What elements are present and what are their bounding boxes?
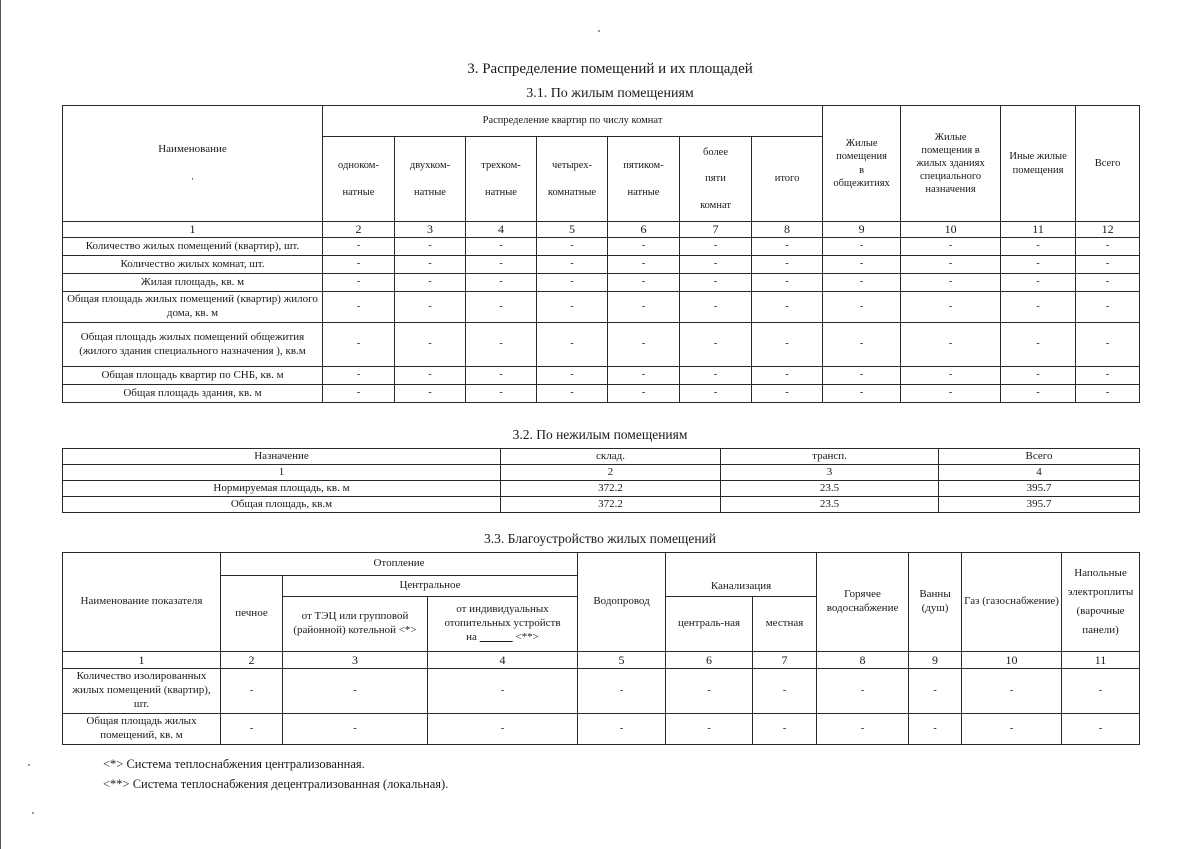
cell: - <box>1001 274 1076 292</box>
row-label: Количество изолированных жилых помещений (квартир), шт. <box>63 669 221 714</box>
header-more-than-five: более пяти комнат <box>680 137 752 222</box>
table-row <box>63 481 1140 497</box>
table-row <box>63 714 1140 745</box>
cell: - <box>323 238 395 256</box>
cell: - <box>823 323 901 367</box>
footnote-decentralized: <**> Система теплоснабжения децентрализованная (локальная). <box>103 777 449 791</box>
col-number: 1 <box>63 465 501 481</box>
col-number: 5 <box>537 222 608 238</box>
cell: - <box>466 238 537 256</box>
col-number: 3 <box>721 465 939 481</box>
header-from-individual: от индивидуальных отопительных устройств на <**> <box>428 597 578 652</box>
header-heating: Отопление <box>221 553 578 576</box>
header-total: Всего <box>939 449 1140 465</box>
footnote-centralized: <*> Система теплоснабжения централизованная. <box>103 757 365 771</box>
cell: - <box>537 385 608 403</box>
cell: - <box>395 238 466 256</box>
cell: - <box>962 669 1062 714</box>
cell: - <box>323 274 395 292</box>
header-five-room: пятиком- натные <box>608 137 680 222</box>
cell: - <box>221 669 283 714</box>
cell: 23.5 <box>721 497 939 513</box>
cell: - <box>901 323 1001 367</box>
col-number: 6 <box>608 222 680 238</box>
cell: - <box>680 238 752 256</box>
cell: - <box>752 256 823 274</box>
cell: - <box>466 385 537 403</box>
table-row <box>63 669 1140 714</box>
header-room-distribution: Распределение квартир по числу комнат <box>323 106 823 137</box>
cell: - <box>283 669 428 714</box>
cell: - <box>680 274 752 292</box>
cell: - <box>428 714 578 745</box>
cell: - <box>395 323 466 367</box>
cell: - <box>608 292 680 323</box>
col-number: 3 <box>283 652 428 669</box>
cell: - <box>823 367 901 385</box>
cell: - <box>1076 238 1140 256</box>
cell: - <box>901 256 1001 274</box>
cell: - <box>901 367 1001 385</box>
header-name: Наименование , <box>63 106 323 222</box>
cell: - <box>753 714 817 745</box>
cell: - <box>823 292 901 323</box>
cell: - <box>578 669 666 714</box>
header-hot-water: Горячее водоснабжение <box>817 553 909 652</box>
cell: - <box>666 669 753 714</box>
cell: - <box>395 256 466 274</box>
cell: - <box>1062 714 1140 745</box>
cell: - <box>323 256 395 274</box>
header-transport: трансп. <box>721 449 939 465</box>
col-number: 10 <box>962 652 1062 669</box>
cell: - <box>753 669 817 714</box>
cell: - <box>1076 274 1140 292</box>
cell: - <box>395 385 466 403</box>
cell: - <box>537 367 608 385</box>
table-row <box>63 274 1140 292</box>
col-number: 3 <box>395 222 466 238</box>
header-dormitory: Жилые помещения в общежитиях <box>823 106 901 222</box>
cell: - <box>909 714 962 745</box>
cell: - <box>1001 367 1076 385</box>
col-number: 1 <box>63 222 323 238</box>
cell: - <box>752 238 823 256</box>
header-four-room: четырех- комнатные <box>537 137 608 222</box>
cell: 23.5 <box>721 481 939 497</box>
cell: - <box>608 385 680 403</box>
scan-speck <box>598 30 600 32</box>
row-label: Количество жилых помещений (квартир), шт. <box>63 238 323 256</box>
header-one-room: одноком- натные <box>323 137 395 222</box>
row-label: Жилая площадь, кв. м <box>63 274 323 292</box>
cell: - <box>608 367 680 385</box>
cell: - <box>537 274 608 292</box>
row-label: Общая площадь квартир по СНБ, кв. м <box>63 367 323 385</box>
column-numbers-row <box>63 222 1140 238</box>
table-row <box>63 497 1140 513</box>
column-numbers-row <box>63 465 1140 481</box>
header-water-supply: Водопровод <box>578 553 666 652</box>
header-sewerage-local: местная <box>753 597 817 652</box>
cell: - <box>823 385 901 403</box>
col-number: 8 <box>817 652 909 669</box>
header-central-heating: Центральное <box>283 576 578 597</box>
column-numbers-row <box>63 652 1140 669</box>
cell: - <box>323 292 395 323</box>
cell: - <box>323 323 395 367</box>
cell: - <box>909 669 962 714</box>
col-number: 7 <box>753 652 817 669</box>
cell: - <box>395 367 466 385</box>
cell: - <box>752 323 823 367</box>
cell: - <box>823 274 901 292</box>
header-from-chp: от ТЭЦ или групповой (районной) котельной <*> <box>283 597 428 652</box>
col-number: 5 <box>578 652 666 669</box>
header-other-residential: Иные жилые помещения <box>1001 106 1076 222</box>
col-number: 2 <box>501 465 721 481</box>
col-number: 2 <box>323 222 395 238</box>
amenities-table <box>62 552 1140 745</box>
cell: - <box>537 323 608 367</box>
cell: - <box>466 367 537 385</box>
cell: - <box>1076 385 1140 403</box>
cell: - <box>1001 256 1076 274</box>
col-number: 6 <box>666 652 753 669</box>
header-row <box>63 449 1140 465</box>
cell: 395.7 <box>939 481 1140 497</box>
header-subtotal: итого <box>752 137 823 222</box>
header-stove-heating: печное <box>221 576 283 652</box>
header-total: Всего <box>1076 106 1140 222</box>
cell: - <box>466 323 537 367</box>
col-number: 9 <box>909 652 962 669</box>
header-three-room: трехком- натные <box>466 137 537 222</box>
header-special-buildings: Жилые помещения в жилых зданиях специального назначения <box>901 106 1001 222</box>
cell: - <box>1001 385 1076 403</box>
cell: - <box>752 292 823 323</box>
cell: - <box>395 292 466 323</box>
cell: - <box>1001 292 1076 323</box>
col-number: 7 <box>680 222 752 238</box>
table-row <box>63 385 1140 403</box>
cell: - <box>578 714 666 745</box>
table-row <box>63 292 1140 323</box>
header-purpose: Назначение <box>63 449 501 465</box>
col-number: 4 <box>466 222 537 238</box>
cell: - <box>752 274 823 292</box>
row-label: Общая площадь здания, кв. м <box>63 385 323 403</box>
row-label: Количество жилых комнат, шт. <box>63 256 323 274</box>
cell: - <box>823 256 901 274</box>
cell: 372.2 <box>501 497 721 513</box>
col-number: 9 <box>823 222 901 238</box>
cell: - <box>1076 292 1140 323</box>
col-number: 2 <box>221 652 283 669</box>
cell: - <box>428 669 578 714</box>
cell: - <box>962 714 1062 745</box>
non-residential-premises-table <box>62 448 1140 513</box>
cell: - <box>1076 323 1140 367</box>
page-title: 3. Распределение помещений и их площадей <box>467 61 753 77</box>
cell: - <box>1001 323 1076 367</box>
cell: - <box>537 256 608 274</box>
col-number: 11 <box>1062 652 1140 669</box>
header-sewerage-central: централь-ная <box>666 597 753 652</box>
cell: - <box>680 292 752 323</box>
cell: - <box>901 385 1001 403</box>
section-3-1-title: 3.1. По жилым помещениям <box>526 86 694 101</box>
header-two-room: двухком- натные <box>395 137 466 222</box>
cell: - <box>395 274 466 292</box>
col-number: 4 <box>939 465 1140 481</box>
cell: 395.7 <box>939 497 1140 513</box>
header-baths: Ванны (душ) <box>909 553 962 652</box>
col-number: 8 <box>752 222 823 238</box>
header-indicator-name: Наименование показателя <box>63 553 221 652</box>
cell: - <box>323 367 395 385</box>
header-electric-stoves: Напольные электроплиты (варочные панели) <box>1062 553 1140 652</box>
cell: 372.2 <box>501 481 721 497</box>
col-number: 12 <box>1076 222 1140 238</box>
header-warehouse: склад. <box>501 449 721 465</box>
cell: - <box>817 714 909 745</box>
cell: - <box>680 385 752 403</box>
table-row <box>63 323 1140 367</box>
header-gas: Газ (газоснабжение) <box>962 553 1062 652</box>
cell: - <box>752 385 823 403</box>
cell: - <box>680 256 752 274</box>
cell: - <box>537 238 608 256</box>
row-label: Общая площадь жилых помещений (квартир) жилого дома, кв. м <box>63 292 323 323</box>
cell: - <box>666 714 753 745</box>
header-sewerage: Канализация <box>666 553 817 597</box>
table-row <box>63 256 1140 274</box>
cell: - <box>901 238 1001 256</box>
col-number: 1 <box>63 652 221 669</box>
cell: - <box>817 669 909 714</box>
cell: - <box>466 274 537 292</box>
cell: - <box>466 256 537 274</box>
section-3-2-title: 3.2. По нежилым помещениям <box>512 427 688 442</box>
cell: - <box>752 367 823 385</box>
cell: - <box>901 274 1001 292</box>
col-number: 11 <box>1001 222 1076 238</box>
cell: - <box>537 292 608 323</box>
cell: - <box>823 238 901 256</box>
cell: - <box>608 256 680 274</box>
row-label: Общая площадь жилых помещений, кв. м <box>63 714 221 745</box>
cell: - <box>466 292 537 323</box>
cell: - <box>1076 367 1140 385</box>
cell: - <box>221 714 283 745</box>
cell: - <box>1062 669 1140 714</box>
cell: - <box>680 323 752 367</box>
cell: - <box>608 238 680 256</box>
col-number: 10 <box>901 222 1001 238</box>
cell: - <box>901 292 1001 323</box>
col-number: 4 <box>428 652 578 669</box>
cell: - <box>680 367 752 385</box>
residential-premises-table <box>62 105 1140 403</box>
page-edge <box>0 0 1 849</box>
row-label: Общая площадь жилых помещений общежития (жилого здания специального назначения ), кв.м <box>63 323 323 367</box>
cell: - <box>323 385 395 403</box>
scan-speck <box>32 812 34 814</box>
scan-speck <box>28 764 30 766</box>
table-row <box>63 367 1140 385</box>
row-label: Общая площадь, кв.м <box>63 497 501 513</box>
table-row <box>63 238 1140 256</box>
row-label: Нормируемая площадь, кв. м <box>63 481 501 497</box>
cell: - <box>1076 256 1140 274</box>
cell: - <box>283 714 428 745</box>
cell: - <box>608 274 680 292</box>
cell: - <box>608 323 680 367</box>
cell: - <box>1001 238 1076 256</box>
section-3-3-title: 3.3. Благоустройство жилых помещений <box>484 531 716 546</box>
